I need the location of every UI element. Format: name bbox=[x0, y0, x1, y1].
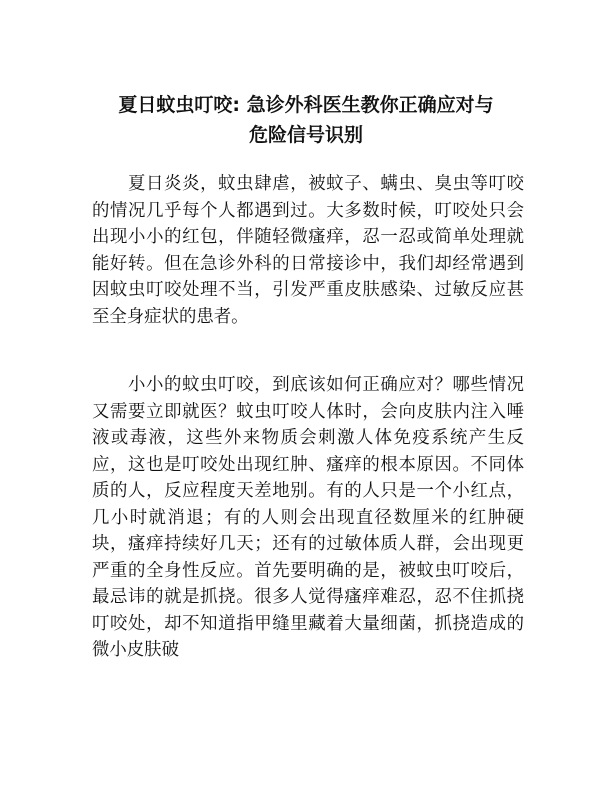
body-paragraph-2: 小小的蚊虫叮咬，到底该如何正确应对？哪些情况又需要立即就医？蚊虫叮咬人体时，会向皮肤内注入唾液或毒液，这些外来物质会刺激人体免疫系统产生反应，这也是叮咬处出现红肿、瘙痒的根本原因。不同体质的人，反应程度天差地别。有的人只是一个小红点，几小时就消退；有的人则会出现直径数厘米的红肿硬块，瘙痒持续好几天；还有的过敏体质人群，会出现更严重的全身性反应。首先要明确的是，被蚊虫叮咬后，最忌讳的就是抓挠。很多人觉得瘙痒难忍，忍不住抓挠叮咬处，却不知道指甲缝里藏着大量细菌，抓挠造成的微小皮肤破 bbox=[92, 375, 524, 660]
article-title bbox=[88, 90, 524, 150]
body-paragraph-1: 夏日炎炎，蚊虫肆虐，被蚊子、螨虫、臭虫等叮咬的情况几乎每个人都遇到过。大多数时候，叮咬处只会出现小小的红包，伴随轻微瘙痒，忍一忍或简单处理就能好转。但在急诊外科的日常接诊中，我们却经常遇到因蚊虫叮咬处理不当，引发严重皮肤感染、过敏反应甚至全身症状的患者。 bbox=[92, 174, 524, 327]
article-title-line-2: 危险信号识别 bbox=[248, 124, 363, 146]
article-title-line-1: 夏日蚊虫叮咬: 急诊外科医生教你正确应对与 bbox=[118, 94, 494, 116]
